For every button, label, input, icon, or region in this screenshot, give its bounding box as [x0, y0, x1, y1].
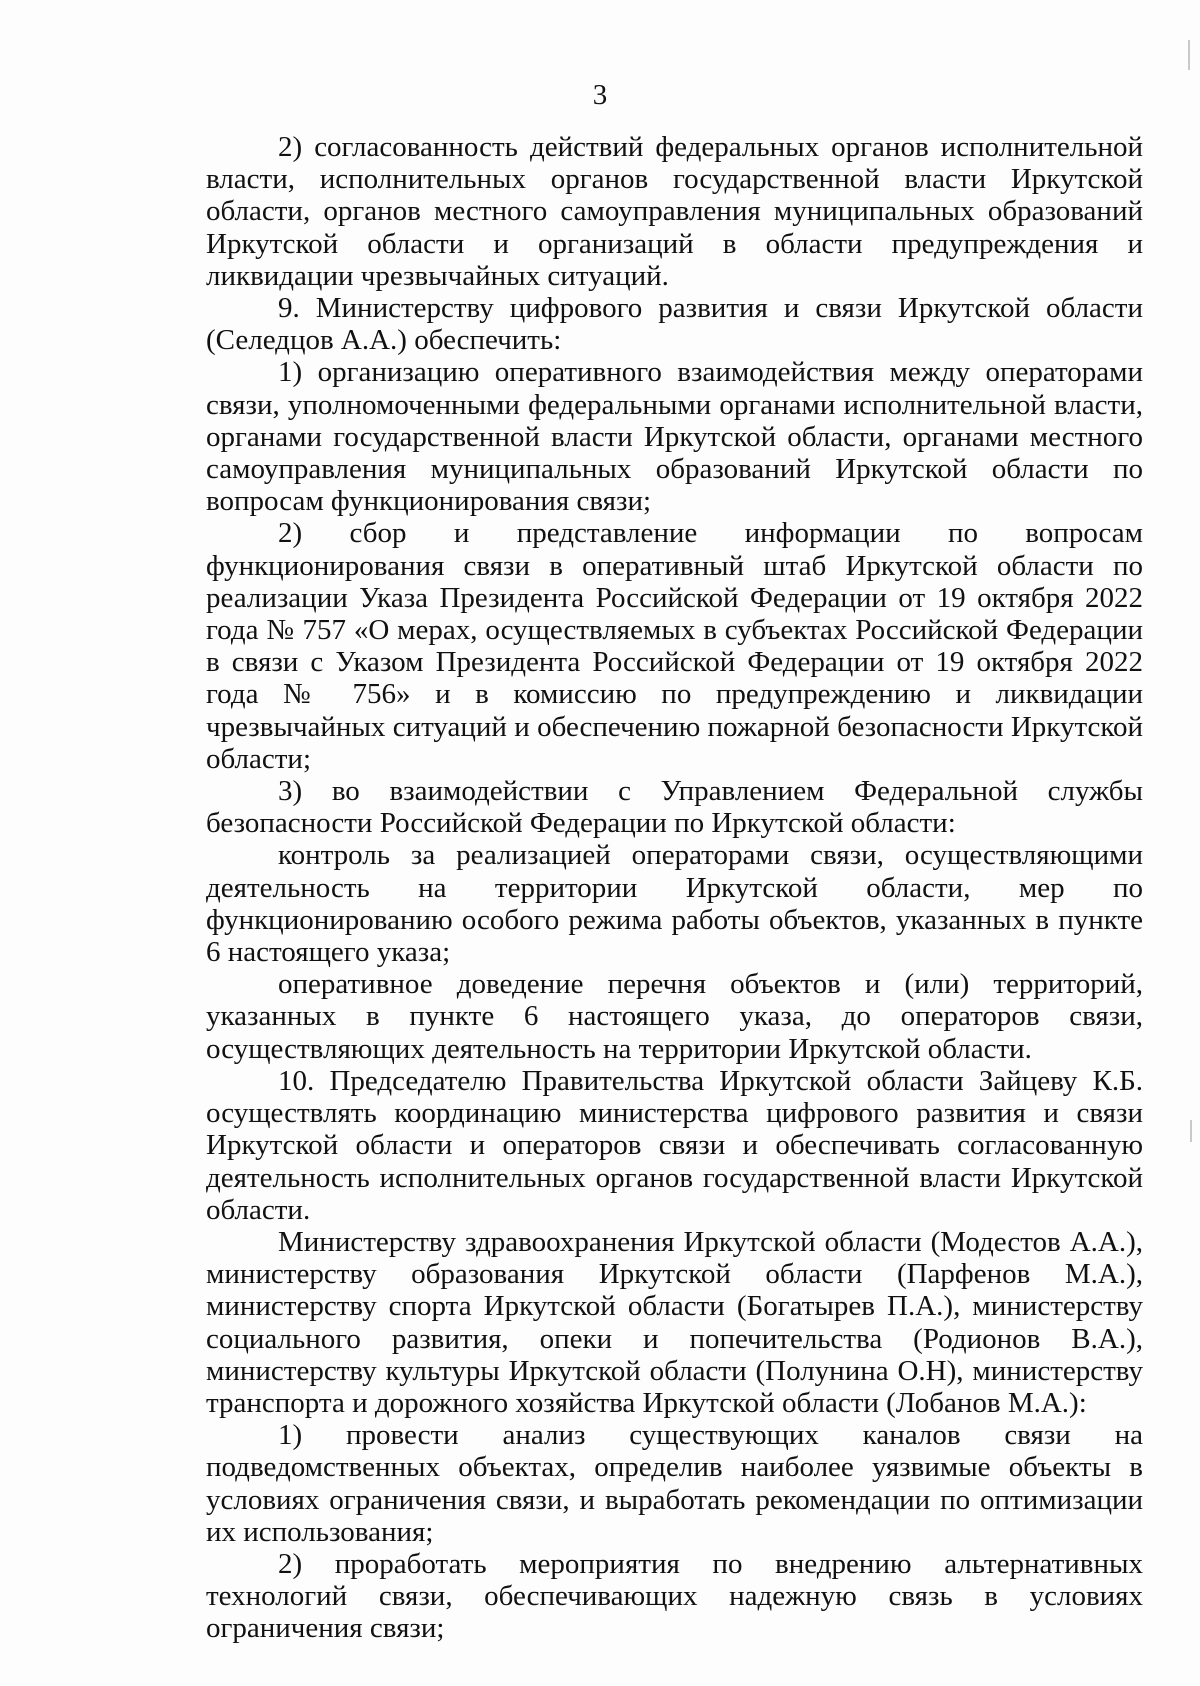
paragraph-item-9-3: 3) во взаимодействии с Управлением Федеральной службы безопасности Российской Федерации по Иркутской области: [206, 775, 1143, 840]
paragraph-item-10: 10. Председателю Правительства Иркутской области Зайцеву К.Б. осуществлять координацию министерства цифрового развития и связи Иркутской области и операторов связи и обеспечивать согласованную деятельность исполнительных органов государственной власти Иркутской области. [206, 1064, 1143, 1226]
paragraph-coordination: 2) согласованность действий федеральных органов исполнительной власти, исполнительных органов государственной власти Иркутской области, органов местного самоуправления муниципальных образований Иркутской области и организаций в области предупреждения и ликвидации чрезвычайных ситуаций. [206, 131, 1143, 292]
paragraph-ministries: Министерству здравоохранения Иркутской области (Модестов А.А.), министерству образования Иркутской области (Парфенов М.А.), министерству спорта Иркутской области (Богатырев П.А.), министерству социального развития, опеки и попечительства (Родионов В.А.), министерству культуры Иркутской области (Полунина О.Н), министерству транспорта и дорожного хозяйства Иркутской области (Лобанов М.А.): [206, 1225, 1143, 1419]
paragraph-control: контроль за реализацией операторами связи, осуществляющими деятельность на территории Иркутской области, мер по функционированию особого режима работы объектов, указанных в пункте 6 настоящего указа; [206, 839, 1143, 969]
paragraph-ministries-1: 1) провести анализ существующих каналов связи на подведомственных объектах, определив наиболее уязвимые объекты в условиях ограничения связи, и выработать рекомендации по оптимизации их использования; [206, 1419, 1143, 1548]
paragraph-item-9-1: 1) организацию оперативного взаимодействия между операторами связи, уполномоченными федеральными органами исполнительной власти, органами государственной власти Иркутской области, органами местного самоуправления муниципальных образований Иркутской области по вопросам функционирования связи; [206, 356, 1143, 518]
paragraph-item-9: 9. Министерству цифрового развития и связи Иркутской области (Селедцов А.А.) обеспечить: [206, 292, 1143, 357]
scan-edge-mark [1188, 40, 1190, 70]
page-number: 3 [592, 79, 608, 111]
paragraph-notification: оперативное доведение перечня объектов и (или) территорий, указанных в пункте 6 настоящего указа, до операторов связи, осуществляющих деятельность на территории Иркутской области. [206, 968, 1143, 1065]
scan-edge-mark [1190, 1120, 1192, 1142]
paragraph-item-9-2: 2) сбор и представление информации по вопросам функционирования связи в оперативный штаб Иркутской области по реализации Указа Президента Российской Федерации от 19 октября 2022 года № 757 «О мерах, осуществляемых в субъектах Российской Федерации в связи с Указом Президента Российской Федерации от 19 октября 2022 года № 756» и в комиссию по предупреждению и ликвидации чрезвычайных ситуаций и обеспечению пожарной безопасности Иркутской области; [206, 517, 1143, 775]
document-body [206, 131, 1143, 1645]
paragraph-ministries-2: 2) проработать мероприятия по внедрению альтернативных технологий связи, обеспечивающих надежную связь в условиях ограничения связи; [206, 1547, 1143, 1645]
